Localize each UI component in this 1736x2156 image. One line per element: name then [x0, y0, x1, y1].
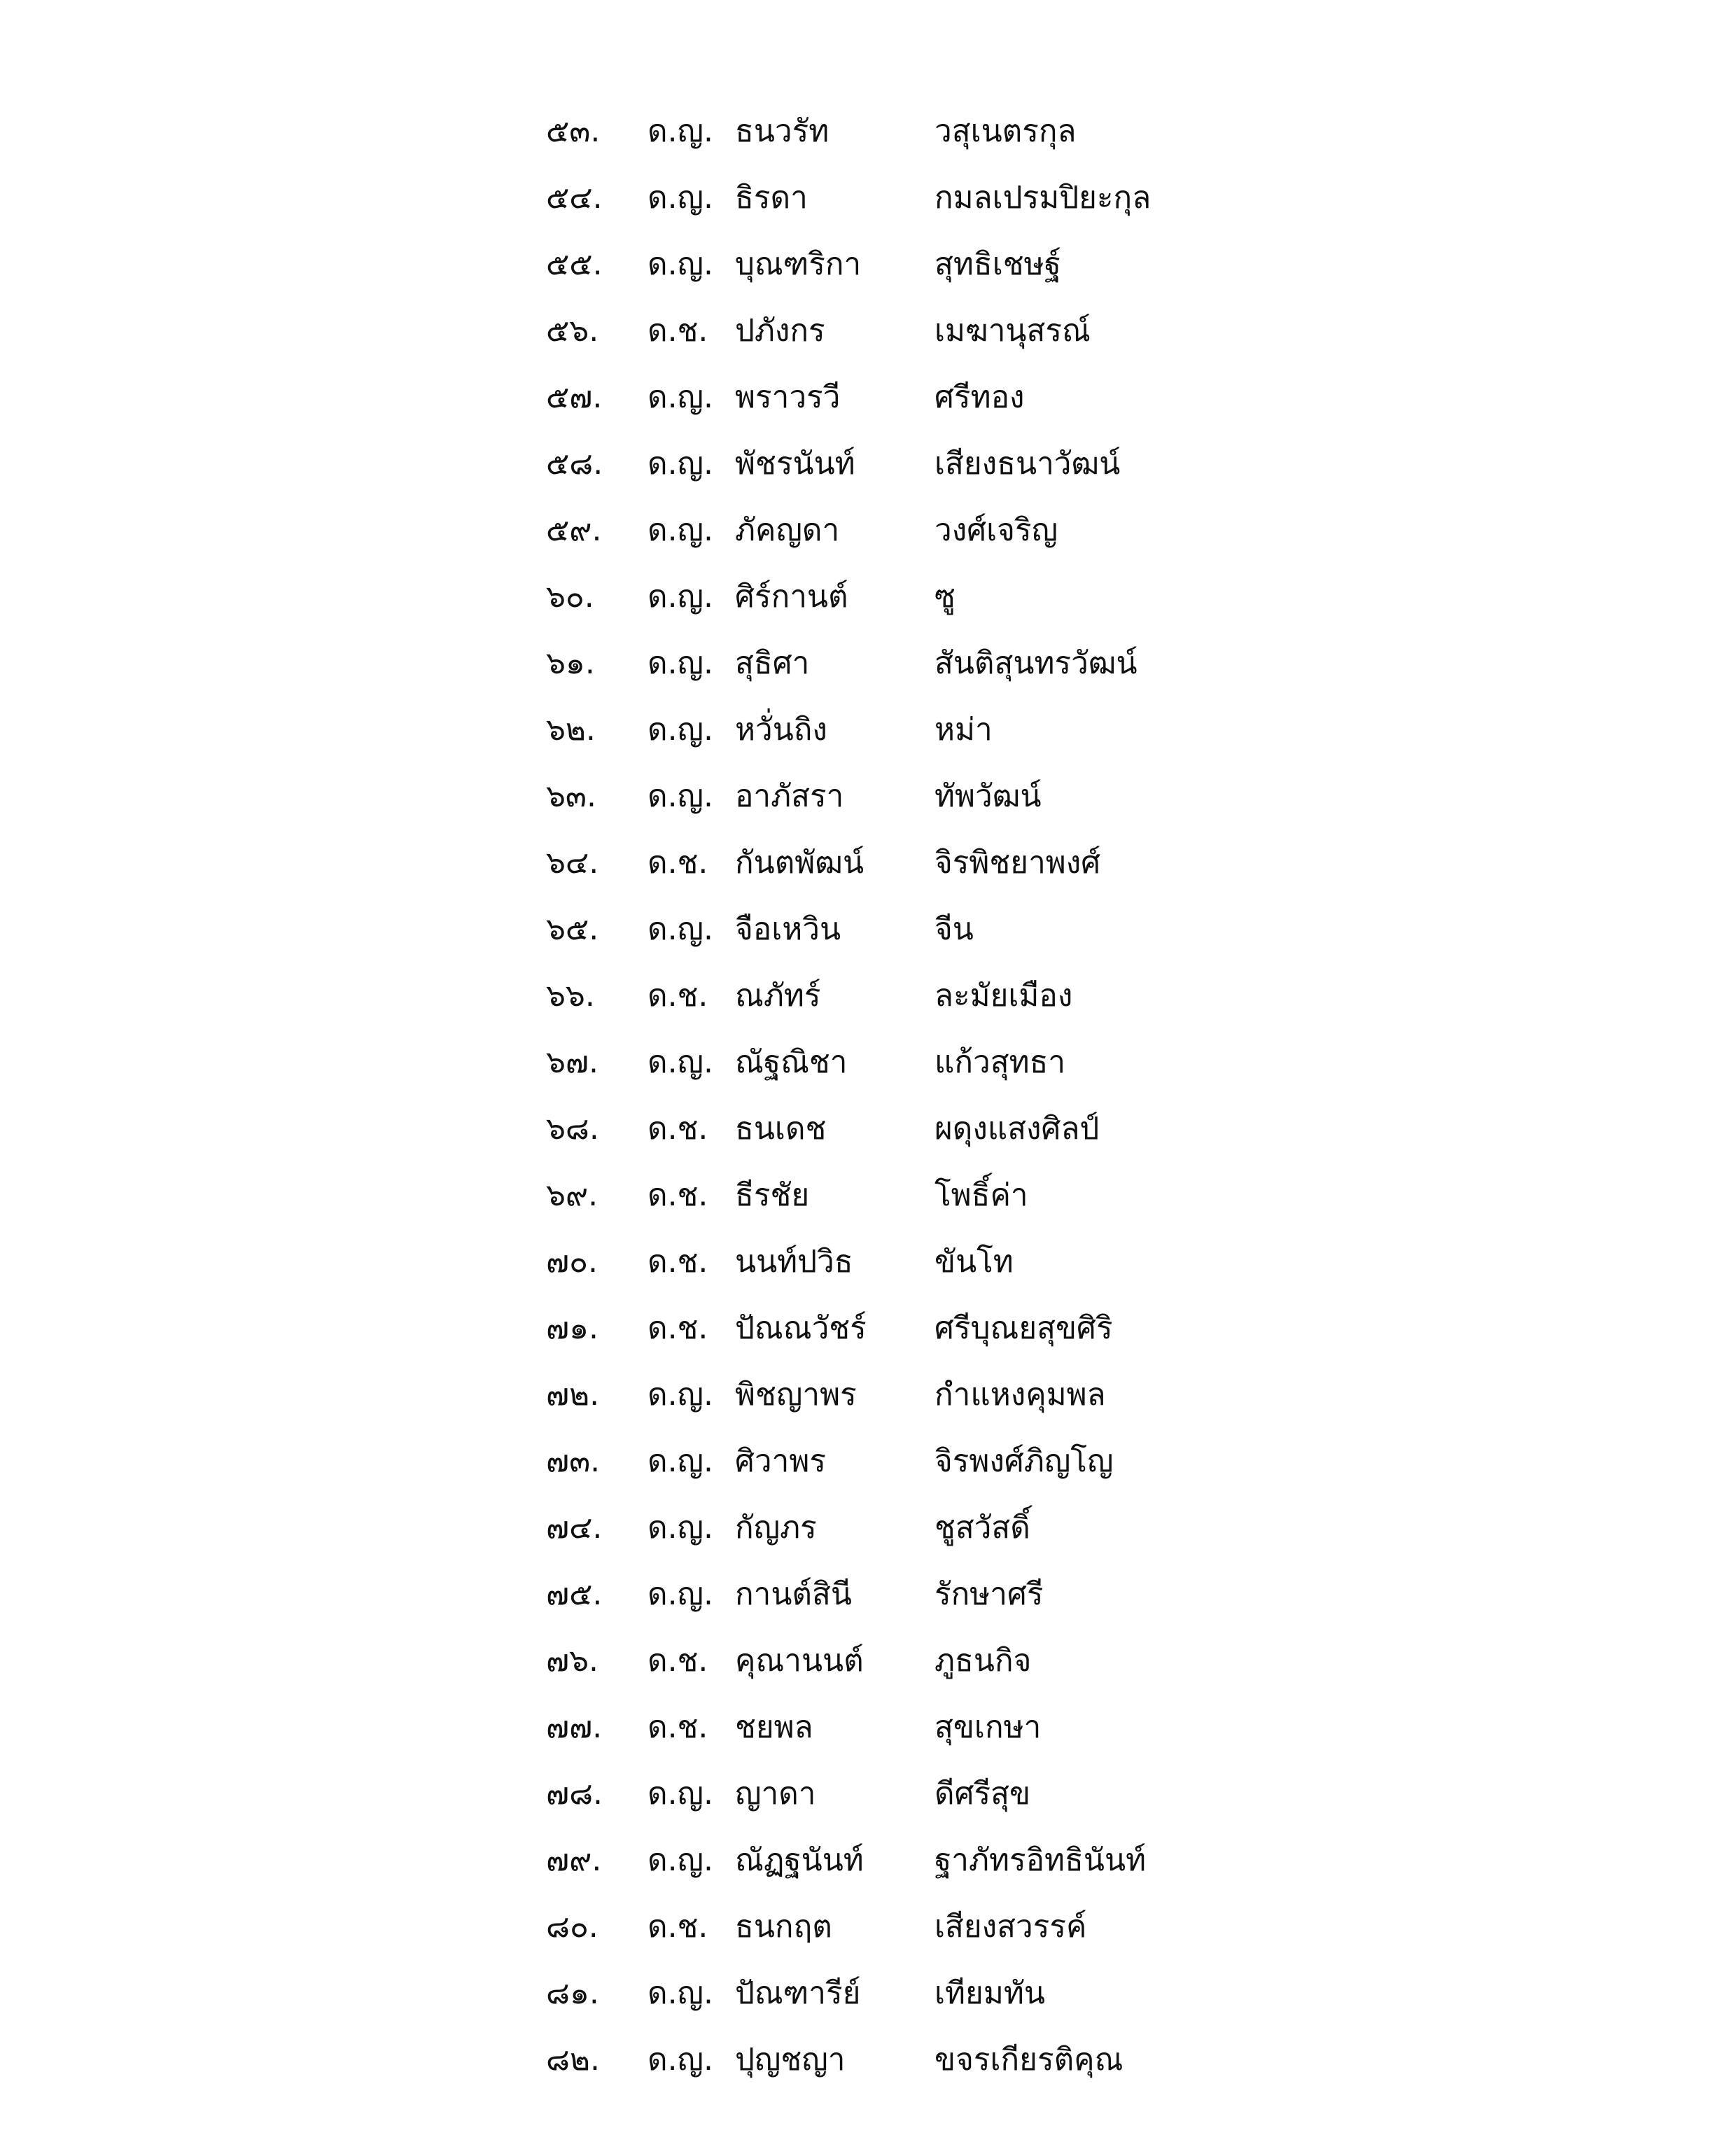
- name-prefix: ด.ญ.: [648, 180, 714, 216]
- last-name: วสุเนตรกุล: [934, 113, 1077, 149]
- first-name: พัชรนันท์: [735, 446, 855, 482]
- last-name: ซู: [934, 579, 955, 615]
- list-item: [0, 164, 1736, 231]
- first-name: ธิรดา: [735, 180, 808, 216]
- last-name: สุทธิเชษฐ์: [934, 246, 1061, 282]
- item-number: ๕๓.: [546, 113, 601, 149]
- item-number: ๗๔.: [546, 1510, 603, 1546]
- item-number: ๖๒.: [546, 712, 596, 748]
- first-name: บุณฑริกา: [735, 246, 862, 282]
- list-item: [0, 896, 1736, 962]
- first-name: ศิร์กานต์: [735, 579, 848, 615]
- name-prefix: ด.ญ.: [648, 1975, 714, 2011]
- first-name: กานต์สินี: [735, 1576, 852, 1612]
- list-item: [0, 1561, 1736, 1628]
- list-item: [0, 1628, 1736, 1694]
- name-prefix: ด.ญ.: [648, 1842, 714, 1878]
- name-prefix: ด.ช.: [648, 1111, 708, 1147]
- first-name: ปัณฑารีย์: [735, 1975, 861, 2011]
- list-item: [0, 564, 1736, 630]
- name-prefix: ด.ช.: [648, 1310, 708, 1346]
- first-name: พิชญาพร: [735, 1377, 857, 1413]
- name-prefix: ด.ญ.: [648, 1443, 714, 1479]
- name-prefix: ด.ช.: [648, 978, 708, 1014]
- list-item: [0, 962, 1736, 1029]
- last-name: วงศ์เจริญ: [934, 512, 1058, 548]
- first-name: พราวรวี: [735, 379, 841, 415]
- list-item: [0, 1096, 1736, 1162]
- name-prefix: ด.ช.: [648, 313, 708, 349]
- name-prefix: ด.ญ.: [648, 778, 714, 814]
- last-name: ขันโท: [934, 1244, 1014, 1280]
- last-name: ดีศรีสุข: [934, 1776, 1031, 1812]
- name-prefix: ด.ญ.: [648, 446, 714, 482]
- list-item: [0, 1760, 1736, 1827]
- name-prefix: ด.ญ.: [648, 645, 714, 681]
- last-name: เทียมทัน: [934, 1975, 1045, 2011]
- list-item: [0, 630, 1736, 696]
- last-name: โพธิ์ค่า: [934, 1177, 1028, 1213]
- item-number: ๘๐.: [546, 1909, 598, 1945]
- last-name: แก้วสุทธา: [934, 1044, 1066, 1080]
- list-item: [0, 1494, 1736, 1561]
- list-item: [0, 1827, 1736, 1893]
- last-name: กำแหงคุมพล: [934, 1377, 1106, 1413]
- last-name: กมลเปรมปิยะกุล: [934, 180, 1152, 216]
- list-item: [0, 2026, 1736, 2093]
- last-name: ขจรเกียรติคุณ: [934, 2042, 1124, 2078]
- name-prefix: ด.ญ.: [648, 1576, 714, 1612]
- list-item: [0, 1228, 1736, 1295]
- first-name: ธีรชัย: [735, 1177, 810, 1213]
- list-item: [0, 1428, 1736, 1494]
- first-name: กัญภร: [735, 1510, 817, 1546]
- name-prefix: ด.ญ.: [648, 1776, 714, 1812]
- item-number: ๖๙.: [546, 1177, 598, 1213]
- list-item: [0, 98, 1736, 164]
- first-name: จือเหวิน: [735, 911, 841, 947]
- list-item: [0, 1362, 1736, 1428]
- first-name: ณัฏฐนันท์: [735, 1842, 864, 1878]
- item-number: ๖๓.: [546, 778, 596, 814]
- list-item: [0, 231, 1736, 298]
- list-item: [0, 497, 1736, 564]
- name-prefix: ด.ญ.: [648, 579, 714, 615]
- first-name: ธนกฤต: [735, 1909, 832, 1945]
- list-item: [0, 830, 1736, 896]
- item-number: ๗๖.: [546, 1643, 599, 1679]
- last-name: สันติสุนทรวัฒน์: [934, 645, 1138, 681]
- name-prefix: ด.ช.: [648, 1177, 708, 1213]
- last-name: ฐาภัทรอิทธินันท์: [934, 1842, 1147, 1878]
- last-name: จิรพิชยาพงศ์: [934, 845, 1101, 881]
- item-number: ๗๗.: [546, 1709, 603, 1745]
- item-number: ๖๑.: [546, 645, 595, 681]
- list-item: [0, 430, 1736, 497]
- item-number: ๕๕.: [546, 246, 603, 282]
- name-prefix: ด.ญ.: [648, 911, 714, 947]
- first-name: หวั่นถิง: [735, 712, 827, 748]
- last-name: เสียงสวรรค์: [934, 1909, 1087, 1945]
- list-item: [0, 696, 1736, 763]
- item-number: ๘๑.: [546, 1975, 599, 2011]
- item-number: ๗๒.: [546, 1377, 600, 1413]
- name-prefix: ด.ญ.: [648, 113, 714, 149]
- item-number: ๘๒.: [546, 2042, 600, 2078]
- item-number: ๗๑.: [546, 1310, 599, 1346]
- first-name: ปภังกร: [735, 313, 825, 349]
- first-name: ณภัทร์: [735, 978, 821, 1014]
- name-prefix: ด.ช.: [648, 845, 708, 881]
- first-name: ปัณณวัชร์: [735, 1310, 867, 1346]
- last-name: ละมัยเมือง: [934, 978, 1073, 1014]
- first-name: ศิวาพร: [735, 1443, 826, 1479]
- list-item: [0, 1960, 1736, 2026]
- name-prefix: ด.ญ.: [648, 1044, 714, 1080]
- item-number: ๗๕.: [546, 1576, 603, 1612]
- first-name: คุณานนต์: [735, 1643, 864, 1679]
- first-name: นนท์ปวิธ: [735, 1244, 853, 1280]
- item-number: ๕๔.: [546, 180, 603, 216]
- list-item: [0, 298, 1736, 364]
- last-name: ผดุงแสงศิลป์: [934, 1111, 1100, 1147]
- list-item: [0, 1162, 1736, 1228]
- name-list: [0, 98, 1736, 2093]
- last-name: ศรีบุณยสุขศิริ: [934, 1310, 1113, 1346]
- first-name: สุธิศา: [735, 645, 810, 681]
- name-prefix: ด.ช.: [648, 1709, 708, 1745]
- name-prefix: ด.ช.: [648, 1643, 708, 1679]
- item-number: ๗๙.: [546, 1842, 602, 1878]
- first-name: กันตพัฒน์: [735, 845, 864, 881]
- first-name: ญาดา: [735, 1776, 816, 1812]
- last-name: รักษาศรี: [934, 1576, 1044, 1612]
- last-name: สุขเกษา: [934, 1709, 1042, 1745]
- first-name: ปุญชญา: [735, 2042, 846, 2078]
- name-prefix: ด.ญ.: [648, 379, 714, 415]
- first-name: ณัฐณิชา: [735, 1044, 848, 1080]
- item-number: ๖๘.: [546, 1111, 599, 1147]
- name-prefix: ด.ญ.: [648, 512, 714, 548]
- item-number: ๖๔.: [546, 845, 599, 881]
- first-name: ภัคญดา: [735, 512, 840, 548]
- name-prefix: ด.ญ.: [648, 1377, 714, 1413]
- last-name: ชูสวัสดิ์: [934, 1510, 1030, 1546]
- item-number: ๖๗.: [546, 1044, 599, 1080]
- item-number: ๕๘.: [546, 446, 603, 482]
- item-number: ๕๖.: [546, 313, 599, 349]
- name-prefix: ด.ญ.: [648, 246, 714, 282]
- list-item: [0, 364, 1736, 430]
- name-prefix: ด.ช.: [648, 1244, 708, 1280]
- item-number: ๖๕.: [546, 911, 599, 947]
- last-name: เมฆานุสรณ์: [934, 313, 1091, 349]
- list-item: [0, 1029, 1736, 1096]
- last-name: จีน: [934, 911, 974, 947]
- last-name: ทัพวัฒน์: [934, 778, 1042, 814]
- first-name: ชยพล: [735, 1709, 813, 1745]
- name-prefix: ด.ช.: [648, 1909, 708, 1945]
- name-prefix: ด.ญ.: [648, 712, 714, 748]
- last-name: หม่า: [934, 712, 993, 748]
- item-number: ๕๗.: [546, 379, 603, 415]
- last-name: เสียงธนาวัฒน์: [934, 446, 1121, 482]
- item-number: ๕๙.: [546, 512, 602, 548]
- item-number: ๖๖.: [546, 978, 595, 1014]
- item-number: ๗๐.: [546, 1244, 598, 1280]
- item-number: ๗๘.: [546, 1776, 603, 1812]
- list-item: [0, 1893, 1736, 1960]
- list-item: [0, 763, 1736, 830]
- list-item: [0, 1295, 1736, 1362]
- item-number: ๖๐.: [546, 579, 594, 615]
- name-prefix: ด.ญ.: [648, 1510, 714, 1546]
- name-prefix: ด.ญ.: [648, 2042, 714, 2078]
- first-name: ธนเดช: [735, 1111, 827, 1147]
- last-name: ศรีทอง: [934, 379, 1025, 415]
- last-name: ภูธนกิจ: [934, 1643, 1032, 1679]
- item-number: ๗๓.: [546, 1443, 601, 1479]
- first-name: ธนวรัท: [735, 113, 830, 149]
- first-name: อาภัสรา: [735, 778, 844, 814]
- last-name: จิรพงศ์ภิญโญ: [934, 1443, 1114, 1479]
- list-item: [0, 1694, 1736, 1760]
